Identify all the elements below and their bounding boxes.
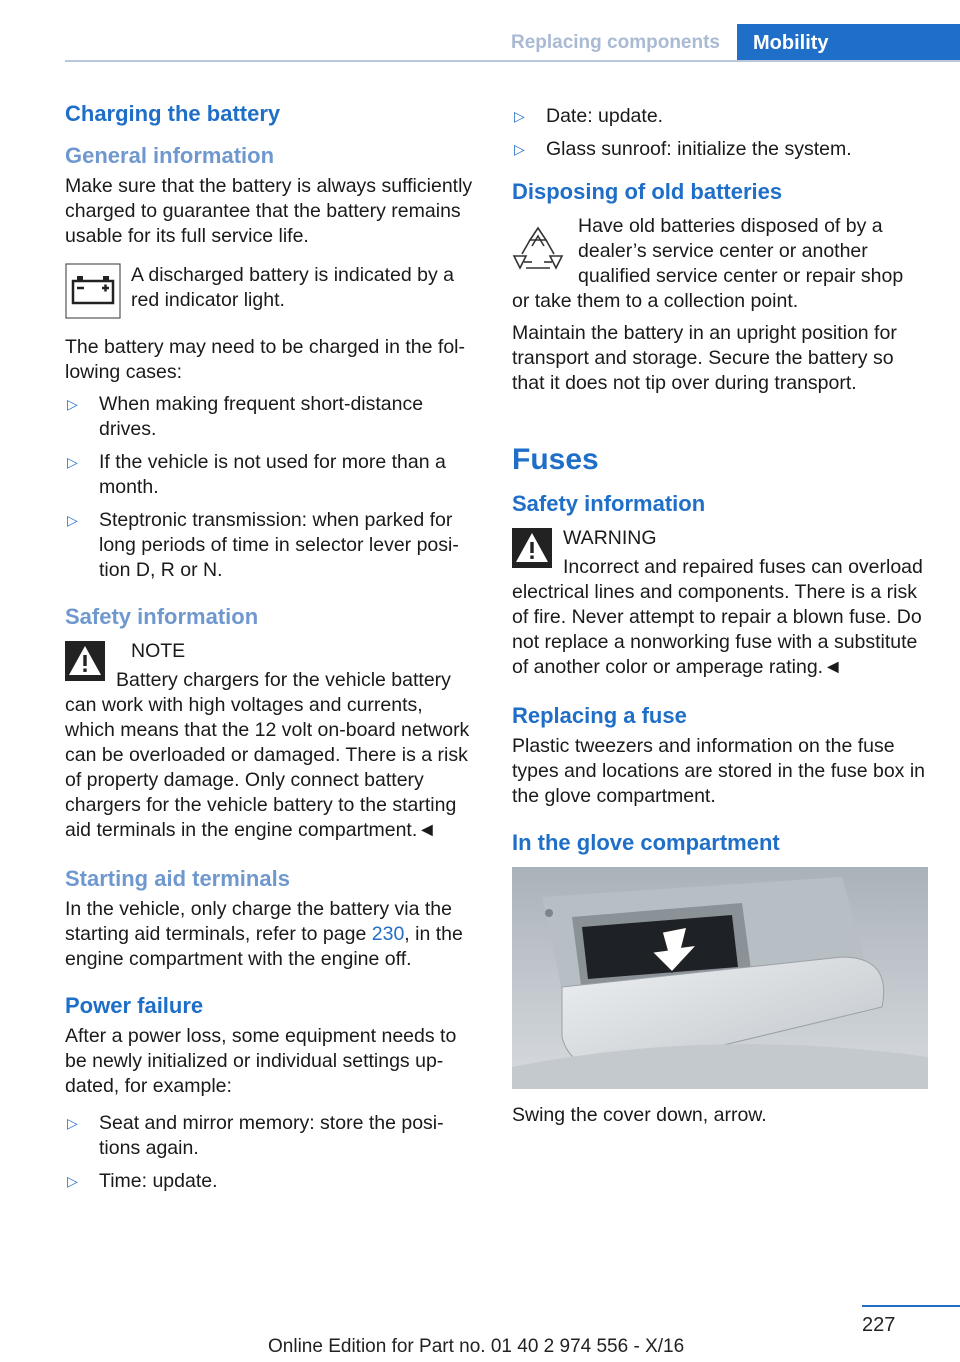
list-item: ▷ Steptronic transmission: when parked for long periods of time in selector lever position D, R or N. xyxy=(67,509,459,581)
cases-intro: The battery may need to be charged in the following cases: xyxy=(65,336,465,383)
header-section: Replacing components xyxy=(510,32,720,53)
indicator-block xyxy=(65,263,477,323)
warning-text-rest: electrical lines and components. There is a risk of fire. Never attempt to repair a blown fuse. Do not replace a nonworking fuse with a substitute of another color or amperage rating.◄ xyxy=(512,581,922,678)
photo-caption: Swing the cover down, arrow. xyxy=(512,1104,767,1126)
list-item: ▷ Date: update. xyxy=(514,105,664,127)
cases-list xyxy=(65,392,477,583)
fuses-title: Fuses xyxy=(512,443,599,476)
footer-rule xyxy=(862,1305,960,1307)
note-text: Battery chargers for the vehicle battery can work with high voltages and currents, which means that the 12 volt on-board network can be overloaded or damaged. There is a risk of property damage. Only connect battery chargers for the vehicle battery to the starting aid terminals in the engine compartment.◄ xyxy=(65,669,470,841)
list-marker-icon: ▷ xyxy=(67,1115,78,1131)
warning-block xyxy=(512,526,930,680)
replacing-text: Plastic tweezers and information on the fuse types and locations are stored in the fuse box in the glove compartment. xyxy=(512,735,926,807)
power-text: After a power loss, some equipment needs to be newly initialized or individual settings updated, for example: xyxy=(65,1025,457,1097)
indicator-text: A discharged battery is indicated by a red indicator light. xyxy=(131,264,455,311)
glove-compartment-photo xyxy=(512,867,928,1089)
charging-title: Charging the battery xyxy=(65,101,281,126)
list-item: ▷ When making frequent short-distance drives. xyxy=(67,393,424,440)
disposing-title: Disposing of old batteries xyxy=(512,179,783,204)
warning-label: WARNING xyxy=(563,527,657,549)
list-marker-icon: ▷ xyxy=(514,141,525,157)
right-column xyxy=(512,100,930,1135)
list-marker-icon: ▷ xyxy=(67,454,78,470)
online-edition: Online Edition for Part no. 01 40 2 974 556 - X/16 xyxy=(268,1336,685,1357)
page-reference-link[interactable]: 230 xyxy=(371,923,405,945)
warning-text-first: Incorrect and repaired fuses can overload xyxy=(563,556,923,578)
header-rule xyxy=(65,60,960,62)
list-item: ▷ Time: update. xyxy=(67,1170,218,1192)
recycle-icon xyxy=(512,224,564,281)
glove-title: In the glove compartment xyxy=(512,830,780,855)
safety-title-left: Safety information xyxy=(65,604,259,629)
warning-triangle-icon xyxy=(512,528,552,573)
left-column xyxy=(65,100,477,1202)
warning-triangle-icon xyxy=(65,641,105,686)
list-marker-icon: ▷ xyxy=(67,1173,78,1189)
note-label: NOTE xyxy=(131,640,186,662)
power-list-continued xyxy=(512,104,930,162)
page-number: 227 xyxy=(862,1314,896,1336)
header-chapter-tab: Mobility xyxy=(737,24,960,62)
general-text: Make sure that the battery is always sufficiently charged to guarantee that the battery remains usable for its full service life. xyxy=(65,175,473,247)
aid-title: Starting aid terminals xyxy=(65,866,290,891)
list-item: ▷ If the vehicle is not used for more than a month. xyxy=(67,451,446,498)
upright-text: Maintain the battery in an upright position for transport and storage. Secure the battery so that it does not tip over during transport. xyxy=(512,322,897,394)
safety-title-right: Safety information xyxy=(512,491,706,516)
power-title: Power failure xyxy=(65,993,204,1018)
replacing-title: Replacing a fuse xyxy=(512,703,687,728)
list-marker-icon: ▷ xyxy=(67,512,78,528)
aid-text: In the vehicle, only charge the battery via the starting aid terminals, refer to page 230, in the engine compartment with the engine off. xyxy=(65,898,463,970)
disposing-block xyxy=(512,214,930,314)
list-item: ▷ Seat and mirror memory: store the positions again. xyxy=(67,1112,444,1159)
power-list xyxy=(65,1111,477,1194)
battery-icon xyxy=(65,263,121,324)
list-marker-icon: ▷ xyxy=(514,108,525,124)
disposing-text-rest: or take them to a collection point. xyxy=(512,290,799,312)
note-block xyxy=(65,639,477,843)
list-item: ▷ Glass sunroof: initialize the system. xyxy=(514,138,852,160)
list-marker-icon: ▷ xyxy=(67,396,78,412)
disposing-text: Have old batteries disposed of by a dealer’s service center or another qualified service center or repair shop xyxy=(578,215,904,287)
general-title: General information xyxy=(65,143,275,168)
